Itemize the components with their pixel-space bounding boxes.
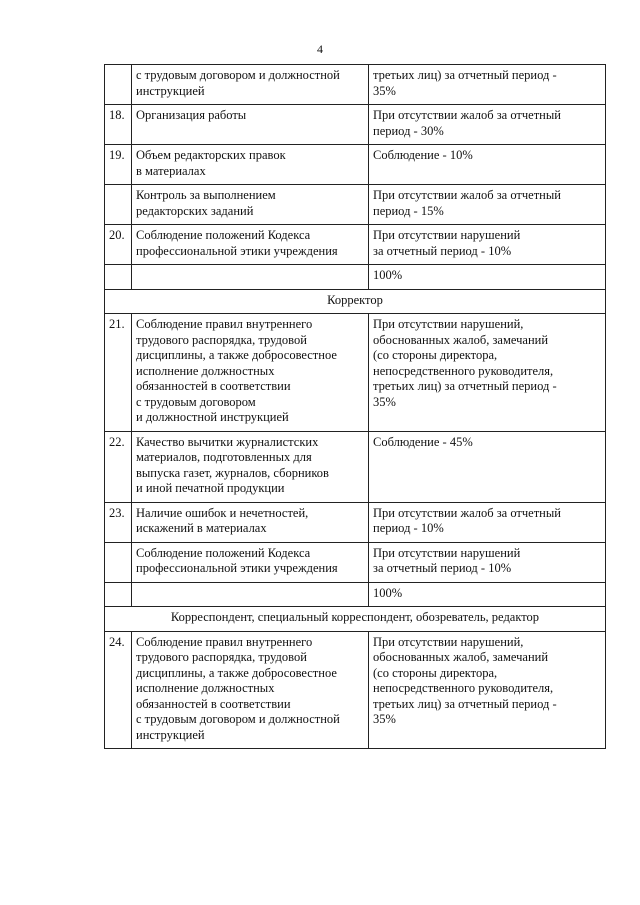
value-line: При отсутствии жалоб за отчетный [373,505,561,520]
item-number [105,65,132,105]
criterion-line: профессиональной этики учреждения [136,561,338,575]
value-line: за отчетный период - 10% [373,243,512,258]
value-line: период - 30% [373,123,444,138]
criterion-line: Соблюдение правил внутреннего [136,317,313,331]
section-title: Корректор [105,289,606,314]
criterion-cell [132,65,369,105]
criterion-line: редакторских заданий [136,203,254,218]
table-row [105,225,606,265]
criterion-line: и должностной инструкцией [136,410,289,424]
value-line: Соблюдение - 10% [373,148,473,162]
criterion-line: Качество вычитки журналистских [136,434,319,449]
criterion-line: дисциплины, а также добросовестное [136,665,337,680]
criterion-line: с трудовым договором и должностной [136,712,340,726]
criterion-line: материалов, подготовленных для [136,450,312,464]
value-line: 100% [373,268,403,282]
criterion-line: инструкцией [136,83,205,98]
page-number: 4 [317,42,323,56]
item-number [105,582,132,607]
table-row [105,631,606,749]
value-line: непосредственного руководителя, [373,363,554,378]
table-row [105,502,606,542]
criterion-line: Организация работы [136,108,247,122]
criterion-line: Контроль за выполнением [136,188,276,202]
table-row [105,65,606,105]
value-cell [369,314,606,432]
value-line: 35% [373,394,396,409]
value-line: третьих лиц) за отчетный период - [373,696,557,711]
criterion-cell [132,225,369,265]
criterion-line: выпуска газет, журналов, сборников [136,465,329,480]
criterion-line: обязанностей в соответствии [136,696,291,711]
value-cell [369,542,606,582]
value-line: (со стороны директора, [373,665,498,680]
value-cell [369,582,606,607]
section-header-row [105,607,606,632]
criteria-table [104,64,606,749]
item-number [105,265,132,290]
table-row [105,185,606,225]
criterion-cell [132,185,369,225]
value-line: 35% [373,712,396,726]
value-line: При отсутствии жалоб за отчетный [373,188,561,202]
criterion-cell [132,145,369,185]
criterion-cell [132,582,369,607]
value-cell [369,185,606,225]
item-number: 19. [105,145,132,185]
criterion-line: с трудовым договором [136,394,256,409]
value-cell [369,265,606,290]
item-number [105,185,132,225]
value-line: за отчетный период - 10% [373,561,512,575]
section-header-row [105,289,606,314]
item-number: 20. [105,225,132,265]
criterion-line: Объем редакторских правок [136,148,286,162]
value-line: При отсутствии нарушений [373,545,521,560]
value-line: обоснованных жалоб, замечаний [373,650,549,664]
table-row [105,265,606,290]
criterion-line: трудового распорядка, трудовой [136,650,307,664]
value-line: обоснованных жалоб, замечаний [373,332,549,347]
value-line: непосредственного руководителя, [373,681,554,695]
criterion-cell [132,105,369,145]
criteria-table-body [105,65,606,749]
table-row [105,431,606,502]
criterion-cell [132,314,369,432]
value-line: 35% [373,83,396,98]
criterion-line: с трудовым договором и должностной [136,68,340,82]
criterion-line: Соблюдение положений Кодекса [136,545,311,560]
value-cell [369,225,606,265]
value-line: период - 10% [373,521,444,535]
criterion-cell [132,631,369,749]
value-cell [369,145,606,185]
value-line: При отсутствии нарушений, [373,317,524,331]
value-cell [369,105,606,145]
item-number: 22. [105,431,132,502]
value-cell [369,502,606,542]
criterion-line: в материалах [136,163,206,178]
criterion-line: Соблюдение положений Кодекса [136,228,311,242]
criterion-cell [132,431,369,502]
item-number: 24. [105,631,132,749]
table-row [105,582,606,607]
table-row [105,105,606,145]
table-row [105,542,606,582]
value-line: Соблюдение - 45% [373,434,473,449]
value-line: При отсутствии нарушений [373,228,521,242]
criterion-line: исполнение должностных [136,363,275,378]
section-title: Корреспондент, специальный корреспондент, обозреватель, редактор [105,607,606,632]
value-line: 100% [373,585,403,600]
criterion-line: исполнение должностных [136,681,275,695]
value-cell [369,431,606,502]
criterion-cell [132,542,369,582]
value-line: (со стороны директора, [373,348,498,362]
criterion-cell [132,502,369,542]
value-line: третьих лиц) за отчетный период - [373,68,557,82]
criterion-line: искажений в материалах [136,521,267,535]
value-cell [369,65,606,105]
table-row [105,314,606,432]
item-number [105,542,132,582]
value-line: При отсутствии жалоб за отчетный [373,108,561,122]
criterion-line: профессиональной этики учреждения [136,243,338,258]
item-number: 21. [105,314,132,432]
criterion-line: трудового распорядка, трудовой [136,332,307,347]
criterion-line: Наличие ошибок и нечетностей, [136,505,309,520]
criterion-cell [132,265,369,290]
item-number: 18. [105,105,132,145]
criterion-line: и иной печатной продукции [136,481,285,495]
value-line: период - 15% [373,203,444,218]
criterion-line: дисциплины, а также добросовестное [136,348,337,362]
value-cell [369,631,606,749]
table-row [105,145,606,185]
value-line: При отсутствии нарушений, [373,634,524,649]
criterion-line: инструкцией [136,727,205,742]
criterion-line: обязанностей в соответствии [136,379,291,393]
criterion-line: Соблюдение правил внутреннего [136,634,313,649]
value-line: третьих лиц) за отчетный период - [373,379,557,393]
item-number: 23. [105,502,132,542]
